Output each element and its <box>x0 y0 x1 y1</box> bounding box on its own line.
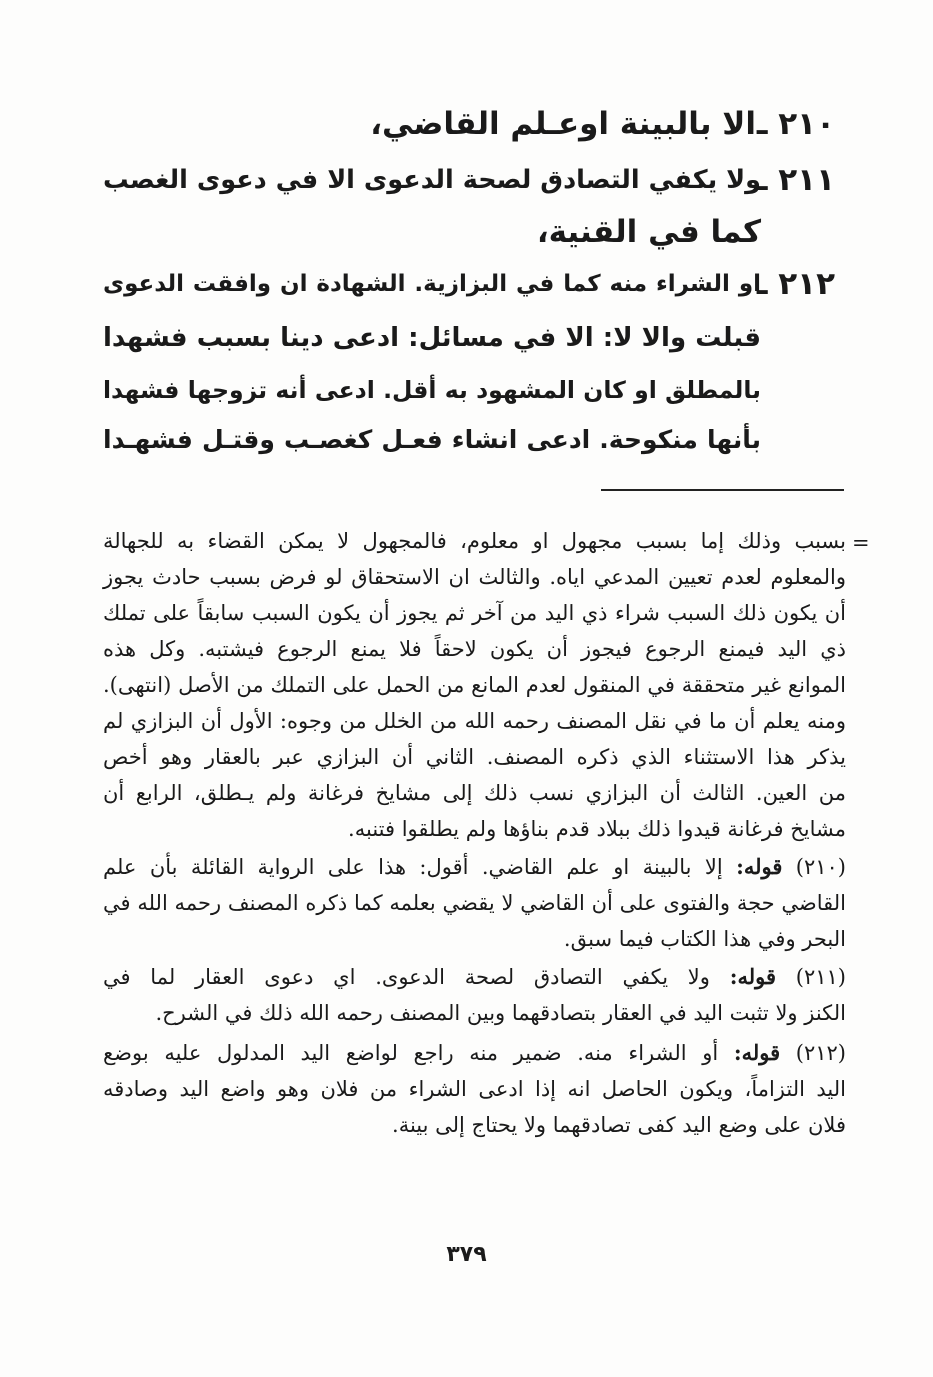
main-line-4: او الشراء منه كما في البزازية. الشهادة ان وافقت الدعوى <box>103 271 761 297</box>
entry-number-211: ٢١١ ـ <box>756 162 835 198</box>
footnote-keyword: قوله: <box>736 854 783 879</box>
footnote-line: مشايخ فرغانة قيدوا ذلك ببلاد قدم بناؤها ولم يطلقوا فتنبه. <box>348 817 846 841</box>
footnote-line: ذي اليد فيمنع الرجوع فيجوز أن يكون لاحقاً فلا يمنع الرجوع فيشتبه. وكل هذه <box>103 637 846 661</box>
footnote-212-line-1 <box>103 1038 846 1068</box>
footnote-211-line-1 <box>103 962 846 992</box>
entry-number-210: ٢١٠ ـ <box>756 106 835 142</box>
footnote-line: أن يكون ذلك السبب شراء ذي اليد من آخر ثم يجوز أن يكون السبب سابقاً على تملك <box>103 601 846 625</box>
footnote-line: الكنز ولا تثبت اليد في العقار بتصادقهما وبين المصنف رحمه الله ذلك في الشرح. <box>155 1001 846 1025</box>
main-line-6: بالمطلق او كان المشهود به أقل. ادعى أنه تزوجها فشهدا <box>103 376 761 404</box>
footnote-line: بسبب وذلك إما بسبب مجهول او معلوم، فالمجهول لا يمكن القضاء به للجهالة <box>103 529 846 553</box>
page-number: ٣٧٩ <box>446 1242 487 1267</box>
footnote-divider <box>601 489 844 491</box>
footnote-210-line-1 <box>103 852 846 882</box>
footnote-line: القاضي حجة والفتوى على أن القاضي لا يقضي بعلمه كما ذكره المصنف رحمه الله في <box>103 891 846 915</box>
footnote-line: يذكر هذا الاستثناء الذي ذكره المصنف. الثاني أن البزازي عبر بالعقار وهو أخص <box>103 745 846 769</box>
main-line-1: الا بالبينة اوعـلم القاضي، <box>370 106 756 142</box>
footnote-ref: (٢١٢) <box>795 1041 846 1065</box>
footnote-line: البحر وفي هذا الكتاب فيما سبق. <box>563 927 846 951</box>
footnote-ref: (٢١١) <box>795 965 846 989</box>
footnote-line: اليد التزاماً، ويكون الحاصل انه إذا ادعى الشراء من فلان وهو واضع اليد وصادقه <box>103 1077 846 1101</box>
footnote-keyword: قوله: <box>733 1040 781 1065</box>
footnote-text: أو الشراء منه. ضمير منه راجع لواضع اليد المدلول عليه بوضع <box>103 1041 719 1065</box>
main-line-3: كما في القنية، <box>536 214 761 250</box>
footnote-ref: (٢١٠) <box>795 855 846 879</box>
main-line-2: ولا يكفي التصادق لصحة الدعوى الا في دعوى الغصب <box>103 165 761 195</box>
footnote-line: من العين. الثالث أن البزازي نسب ذلك إلى مشايخ فرغانة ولم يـطلق، الرابع أن <box>103 781 846 805</box>
footnote-line: والمعلوم لعدم تعيين المدعي اياه. والثالث ان الاستحقاق لو فرض بسبب حادث يجوز <box>103 565 846 589</box>
footnote-text: إلا بالبينة او علم القاضي. أقول: هذا على الرواية القائلة بأن علم <box>103 855 723 879</box>
main-line-5: قبلت والا لا: الا في مسائل: ادعى دينا بسبب فشهدا <box>103 323 761 353</box>
entry-number-212: ٢١٢ ـ <box>756 266 835 302</box>
footnote-keyword: قوله: <box>729 964 776 989</box>
footnote-line: ومنه يعلم أن ما في نقل المصنف رحمه الله من الخلل من وجوه: الأول أن البزازي لم <box>103 709 846 733</box>
footnote-line: الموانع غير متحققة في المنقول لعدم المانع من الحمل على التملك من الأصل (انتهى). <box>103 673 846 697</box>
footnote-text: ولا يكفي التصادق لصحة الدعوى. اي دعوى العقار لما في <box>103 965 710 989</box>
footnote-line: فلان على وضع اليد كفى تصادقهما ولا يحتاج إلى بينة. <box>392 1113 846 1137</box>
continuation-mark: = <box>852 531 870 555</box>
main-line-7: بأنها منكوحة. ادعى انشاء فعـل كغصـب وقتـل فشهـدا <box>103 425 761 454</box>
